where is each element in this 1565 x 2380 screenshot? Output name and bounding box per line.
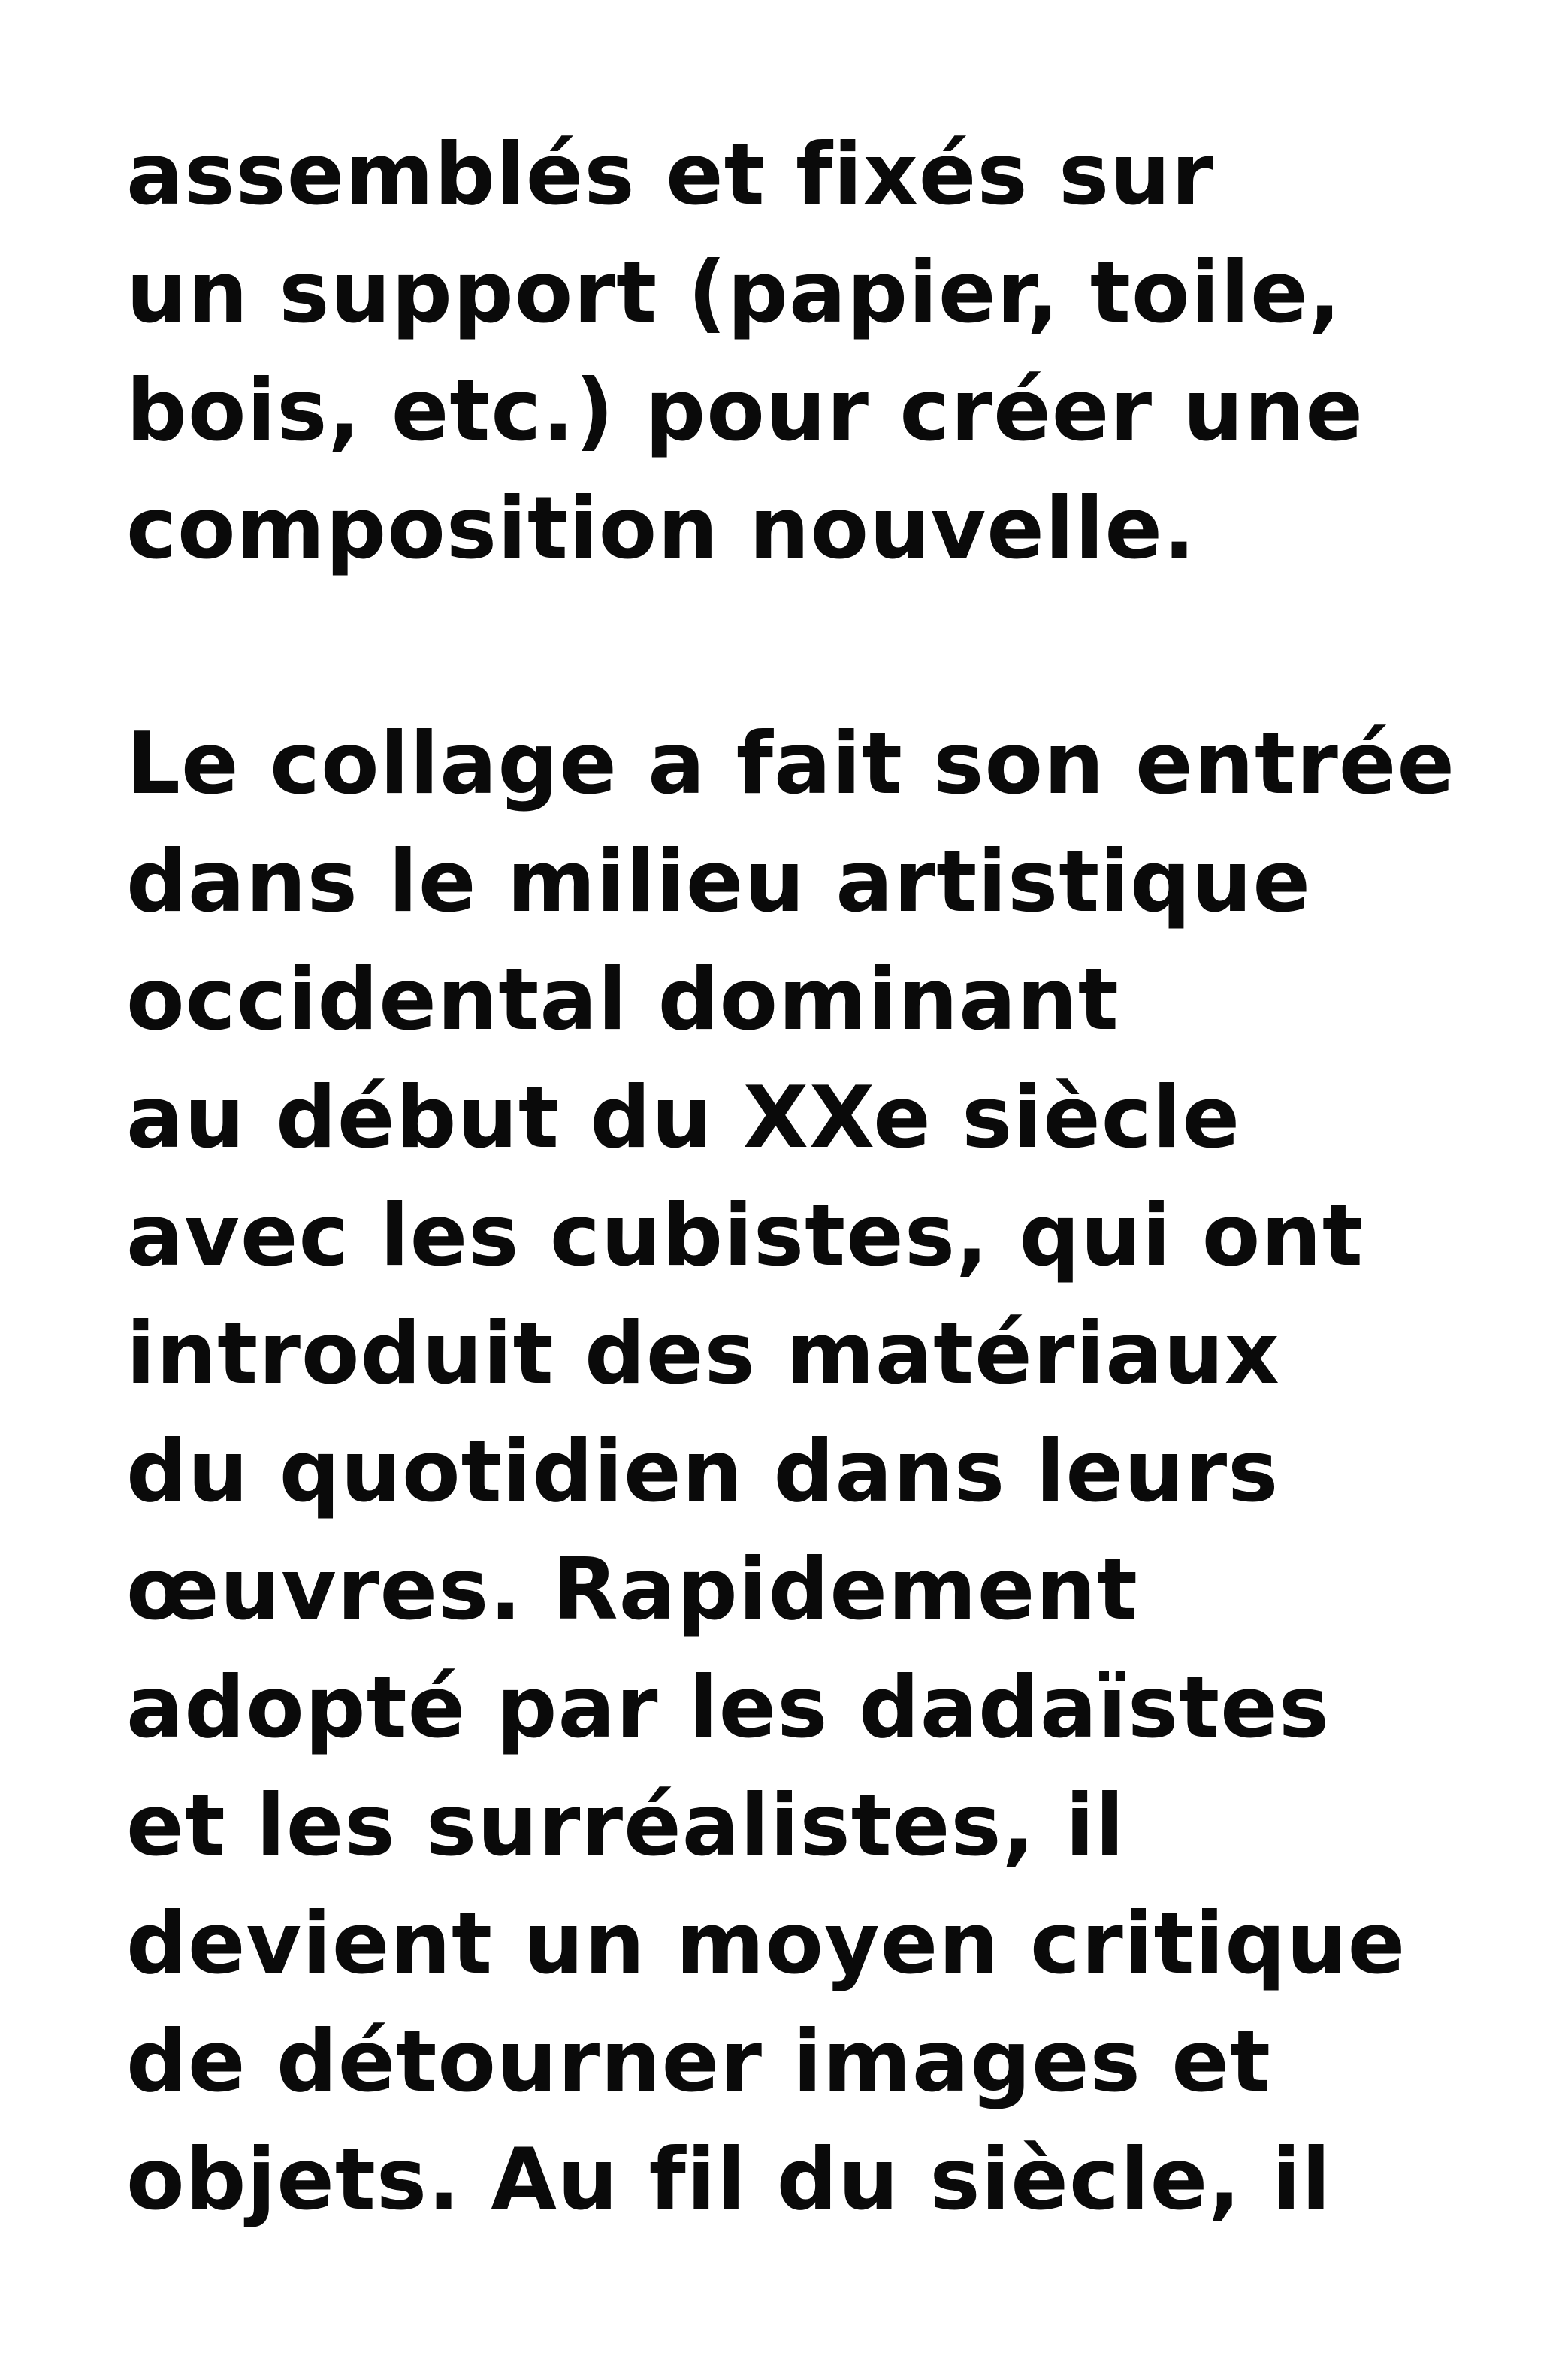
- text-line: dans le milieu artistique: [126, 832, 1311, 931]
- text-line: avec les cubistes, qui ont: [126, 1186, 1364, 1285]
- text-line: au début du XXe siècle: [126, 1068, 1241, 1167]
- text-line: introduit des matériaux: [126, 1304, 1280, 1403]
- text-line: et les surréalistes, il: [126, 1776, 1125, 1875]
- text-line: un support (papier, toile,: [126, 243, 1342, 342]
- paragraph-2: [126, 705, 1524, 2239]
- text-line: objets. Au fil du siècle, il: [126, 2130, 1332, 2229]
- text-line: devient un moyen critique: [126, 1894, 1406, 1993]
- text-line: composition nouvelle.: [126, 479, 1196, 578]
- text-line: de détourner images et: [126, 2012, 1271, 2111]
- text-line: du quotidien dans leurs: [126, 1422, 1279, 1521]
- paragraph-1: [126, 116, 1524, 588]
- text-line: assemblés et fixés sur: [126, 125, 1214, 224]
- text-line: Le collage a fait son entrée: [126, 714, 1456, 813]
- text-line: bois, etc.) pour créer une: [126, 361, 1364, 460]
- text-line: occidental dominant: [126, 950, 1119, 1049]
- text-line: œuvres. Rapidement: [126, 1540, 1138, 1639]
- text-line: adopté par les dadaïstes: [126, 1658, 1331, 1757]
